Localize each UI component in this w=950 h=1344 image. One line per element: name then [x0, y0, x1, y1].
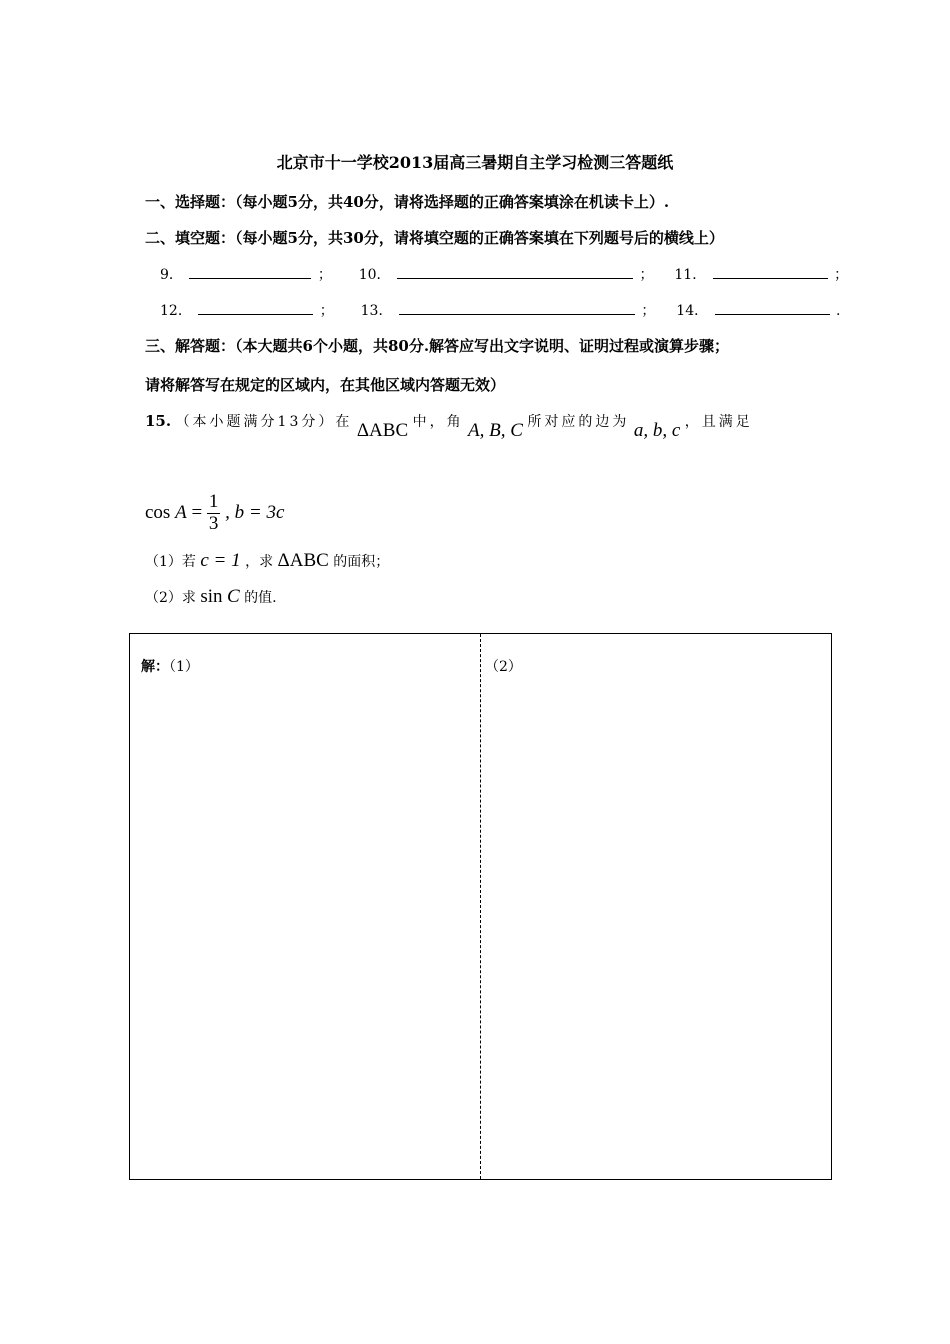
- blank-end: ；: [834, 267, 849, 283]
- blank-end: ；: [319, 303, 334, 319]
- problem-condition: [145, 492, 284, 535]
- answer-area[interactable]: [129, 633, 832, 1180]
- equals-sign: =: [191, 501, 203, 523]
- section-solve-line1: 三、解答题：（本大题共6个小题，共80分.解答应写出文字说明、证明过程或演算步骤；: [145, 337, 730, 355]
- part-text: ，求: [245, 554, 274, 570]
- blank-number: 10．: [358, 267, 391, 283]
- answer-divider: [480, 634, 481, 1179]
- part-text: 的面积；: [333, 554, 390, 570]
- answer-blank-13[interactable]: [399, 299, 635, 315]
- answer-blank-11[interactable]: [713, 263, 828, 279]
- var-c: C: [227, 586, 240, 607]
- sides-abc: a, b, c: [633, 420, 681, 441]
- problem-intro: （本小题满分13分）在: [175, 414, 353, 430]
- var-a: A: [175, 501, 187, 523]
- answer-blank-10[interactable]: [397, 263, 633, 279]
- answer-blank-9[interactable]: [189, 263, 311, 279]
- cos-text: cos: [145, 501, 171, 523]
- problem-15-stem: [145, 410, 815, 441]
- blank-end: ；: [641, 303, 656, 319]
- triangle-abc: ΔABC: [356, 420, 409, 441]
- page-title: 北京市十一学校2013届高三暑期自主学习检测三答题纸: [276, 153, 674, 172]
- sin-text: sin: [200, 586, 223, 607]
- solution-label: 解：: [141, 659, 169, 675]
- c-equals-1: c = 1: [200, 550, 241, 571]
- blank-number: 14．: [676, 303, 709, 319]
- blank-number: 9．: [160, 267, 183, 283]
- blank-number: 11．: [674, 267, 707, 283]
- part-text: （2）求: [145, 590, 196, 606]
- problem-number: 15.: [145, 412, 172, 430]
- part-2-question: [145, 586, 277, 608]
- section-choice: 一、选择题：（每小题5分，共40分，请将选择题的正确答案填涂在机读卡上）.: [145, 193, 670, 211]
- fraction-denominator: 3: [208, 512, 219, 534]
- blank-number: 13．: [360, 303, 393, 319]
- problem-text: ，且满足: [684, 414, 753, 430]
- section-fill: 二、填空题：（每小题5分，共30分，请将填空题的正确答案填在下列题号后的横线上）: [145, 229, 724, 247]
- part-text: （1）若: [145, 554, 196, 570]
- blank-number: 12．: [160, 303, 192, 319]
- section-solve-line2: 请将解答写在规定的区域内，在其他区域内答题无效）: [145, 376, 506, 394]
- answer-left-label: [141, 656, 199, 676]
- part-1-question: [145, 550, 389, 572]
- part-text: 的值.: [244, 590, 277, 606]
- blank-end: ；: [317, 267, 332, 283]
- blank-row-2: [160, 299, 840, 320]
- blank-end: .: [836, 303, 841, 319]
- triangle-abc: ΔABC: [277, 550, 329, 571]
- problem-text: 所对应的边为: [527, 414, 630, 430]
- part-1-label: （1）: [169, 659, 199, 675]
- fraction-one-third: [207, 492, 221, 535]
- blank-end: ；: [639, 267, 654, 283]
- answer-blank-12[interactable]: [198, 299, 313, 315]
- answer-blank-14[interactable]: [715, 299, 830, 315]
- condition-b: , b = 3c: [225, 501, 285, 523]
- blank-row-1: [160, 263, 848, 284]
- fraction-numerator: 1: [208, 491, 219, 512]
- problem-text: 中，角: [412, 414, 464, 430]
- part-2-label: （2）: [485, 659, 522, 675]
- angles-abc: A, B, C: [468, 420, 523, 441]
